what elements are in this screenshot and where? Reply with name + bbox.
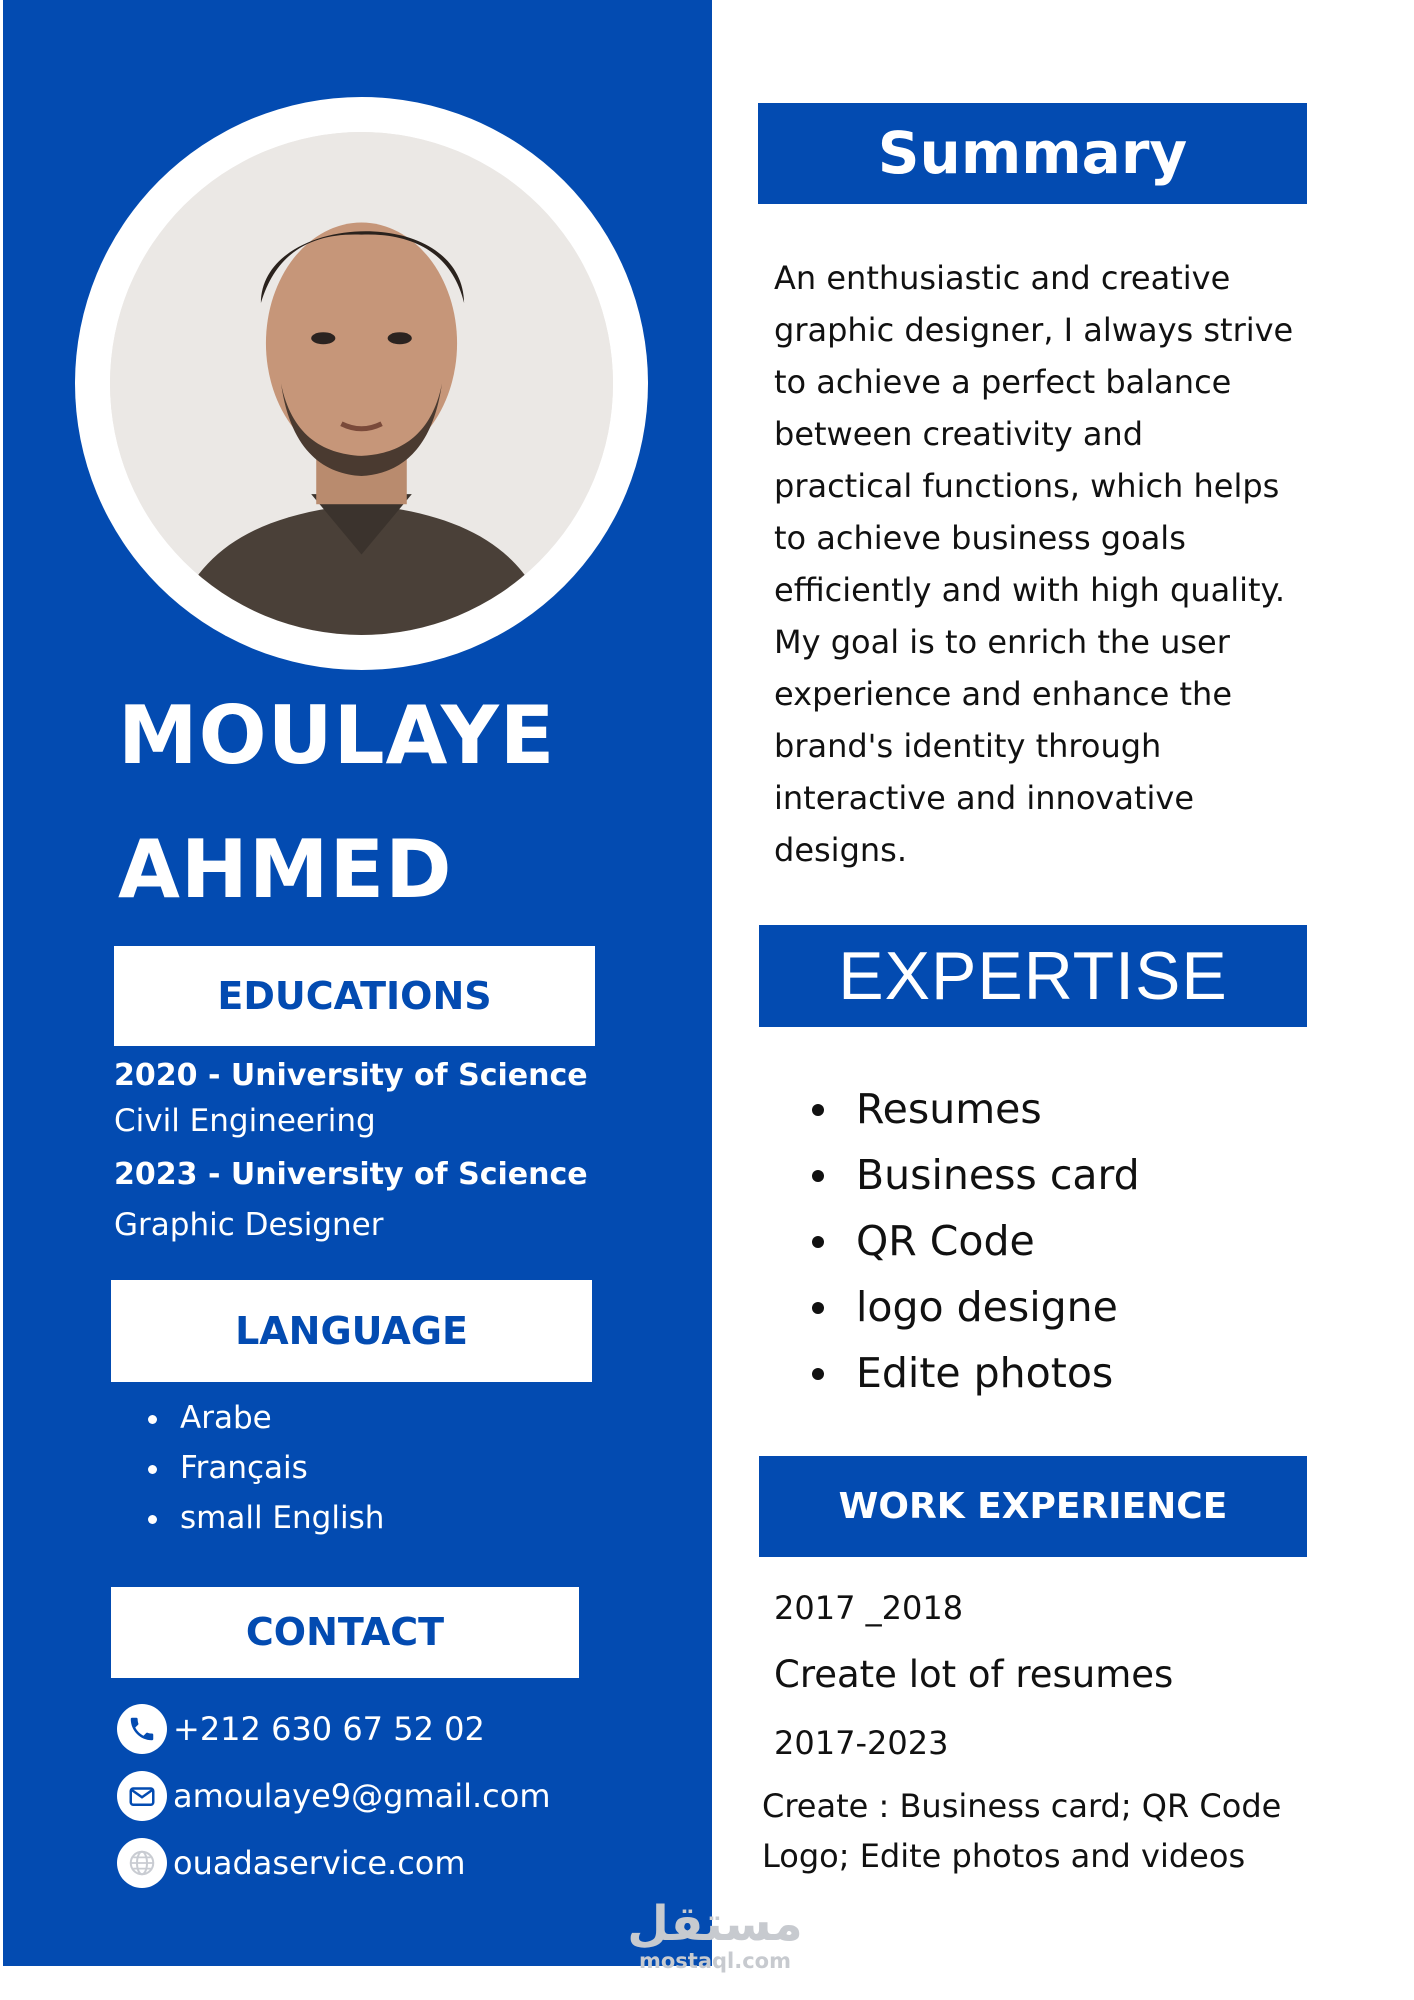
education-entry-field: Graphic Designer: [114, 1207, 384, 1243]
summary-text: An enthusiastic and creative graphic designer, I always strive to achieve a perfect balance between creativity and practical functions, which helps to achieve business goals efficiently and with high quality. My goal is to enrich the user experience and enhance the brand's identity through interactive and innovative designs.: [774, 259, 1294, 869]
phone-icon: [117, 1704, 167, 1754]
education-entry-title: 2020 - University of Science: [114, 1058, 588, 1093]
globe-icon: [117, 1838, 167, 1888]
work-description: Logo; Edite photos and videos: [762, 1837, 1246, 1875]
expertise-item: Resumes: [812, 1076, 1140, 1142]
watermark-latin: mostaql.com: [639, 1949, 791, 1973]
watermark-arabic: مستقل: [627, 1896, 803, 1952]
contact-heading: CONTACT: [111, 1587, 579, 1678]
work-description: Create : Business card; QR Code: [762, 1787, 1282, 1825]
contact-phone[interactable]: [117, 1703, 485, 1755]
expertise-heading: EXPERTISE: [759, 925, 1307, 1027]
expertise-item: QR Code: [812, 1208, 1140, 1274]
language-item: Arabe: [140, 1393, 384, 1443]
contact-website[interactable]: [117, 1837, 466, 1889]
portrait-illustration: [110, 132, 613, 635]
language-list: [140, 1393, 384, 1543]
work-date: 2017 _2018: [774, 1589, 964, 1627]
language-item: Français: [140, 1443, 384, 1493]
profile-photo: [110, 132, 613, 635]
email-address: amoulaye9@gmail.com: [173, 1777, 551, 1815]
expertise-item: Edite photos: [812, 1340, 1140, 1406]
phone-number: +212 630 67 52 02: [173, 1710, 485, 1748]
work-date: 2017-2023: [774, 1724, 949, 1762]
mail-icon: [117, 1771, 167, 1821]
expertise-list: [812, 1076, 1140, 1406]
education-entry-title: 2023 - University of Science: [114, 1157, 588, 1192]
expertise-item: logo designe: [812, 1274, 1140, 1340]
work-experience-heading: WORK EXPERIENCE: [759, 1456, 1307, 1557]
last-name: AHMED: [118, 823, 453, 916]
education-heading: EDUCATIONS: [114, 946, 595, 1046]
contact-email[interactable]: [117, 1770, 551, 1822]
first-name: MOULAYE: [118, 689, 556, 782]
mostaql-watermark: [620, 1898, 810, 1978]
language-item: small English: [140, 1493, 384, 1543]
summary-heading: Summary: [758, 103, 1307, 204]
expertise-item: Business card: [812, 1142, 1140, 1208]
work-description: Create lot of resumes: [774, 1653, 1174, 1696]
website-url: ouadaservice.com: [173, 1844, 466, 1882]
language-heading: LANGUAGE: [111, 1280, 592, 1382]
education-entry-field: Civil Engineering: [114, 1103, 376, 1139]
